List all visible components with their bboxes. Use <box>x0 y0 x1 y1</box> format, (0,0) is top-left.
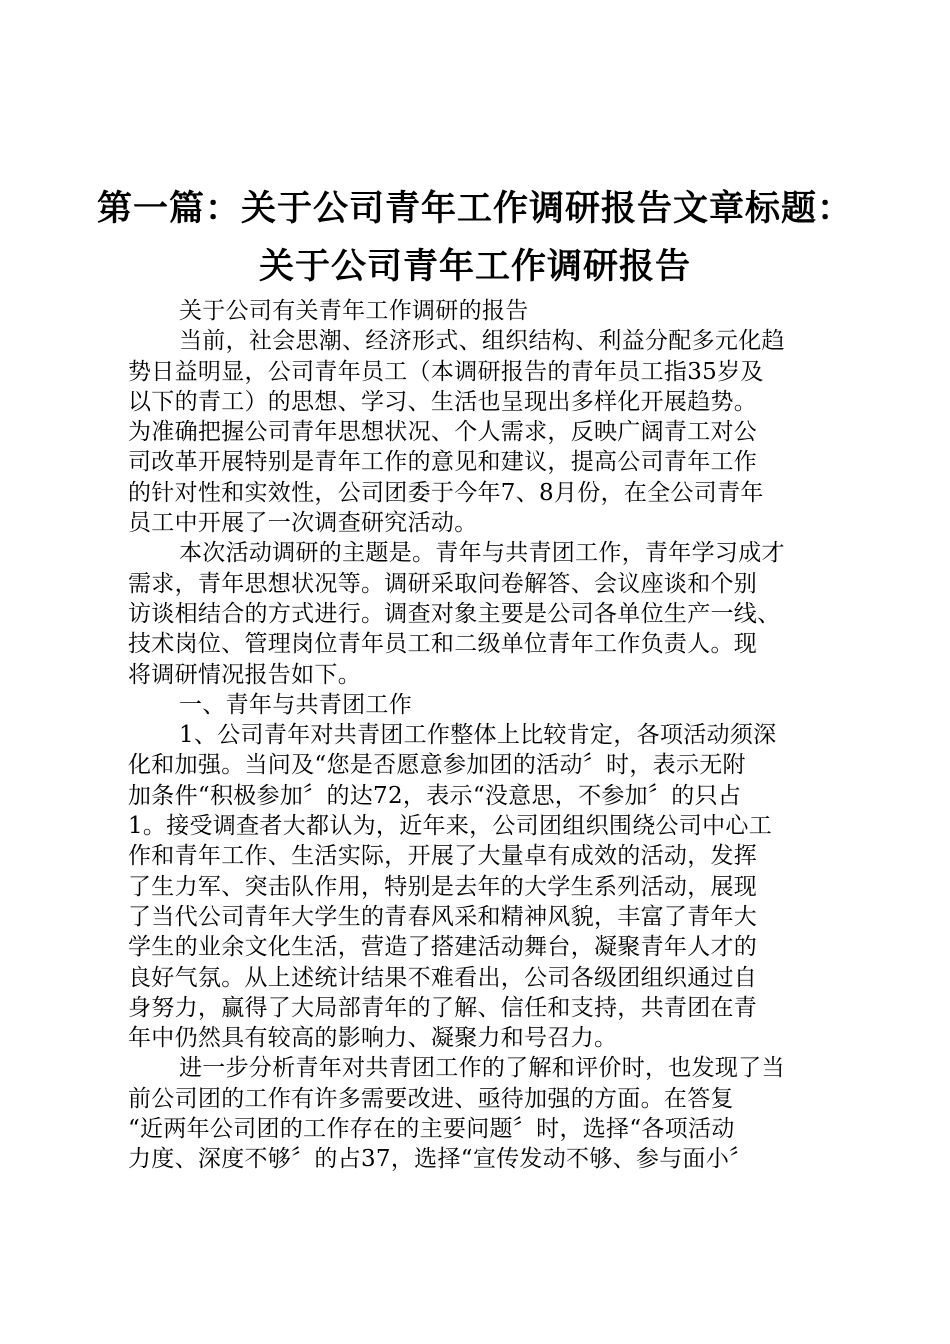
paragraph-line: 了当代公司青年大学生的青春风采和精神风貌，丰富了青年大 <box>128 903 758 930</box>
paragraph-line: 司改革开展特别是青年工作的意见和建议，提高公司青年工作 <box>128 449 758 476</box>
document-body <box>128 296 838 1175</box>
paragraph-line: 当前，社会思潮、经济形式、组织结构、利益分配多元化趋 <box>179 328 785 355</box>
paragraph-line: 力度、深度不够〞的占37，选择“宣传发动不够、参与面小〞 <box>128 1146 753 1173</box>
paragraph-line: 加条件“积极参加〞的达72，表示“没意思，不参加〞的只占 <box>128 782 742 809</box>
paragraph-line: 的针对性和实效性，公司团委于今年7、8月份，在全公司青年 <box>128 479 764 506</box>
subtitle-line: 关于公司有关青年工作调研的报告 <box>179 298 529 324</box>
paragraph-line: 学生的业余文化生活，营造了搭建活动舞台，凝聚青年人才的 <box>128 934 758 961</box>
paragraph-line: 本次活动调研的主题是。青年与共青团工作，青年学习成才 <box>179 540 785 567</box>
paragraph-line: 进一步分析青年对共青团工作的了解和评价时，也发现了当 <box>179 1055 785 1082</box>
paragraph-line: 年中仍然具有较高的影响力、凝聚力和号召力。 <box>128 1025 618 1052</box>
paragraph-line: 前公司团的工作有许多需要改进、亟待加强的方面。在答复 <box>128 1085 734 1112</box>
paragraph-line: “近两年公司团的工作存在的主要问题〞时，选择“各项活动 <box>128 1116 735 1143</box>
paragraph-line: 作和青年工作、生活实际，开展了大量卓有成效的活动，发挥 <box>128 843 758 870</box>
paragraph-line: 身努力，赢得了大局部青年的了解、信任和支持，共青团在青 <box>128 994 758 1021</box>
paragraph-line: 以下的青工）的思想、学习、生活也呈现出多样化开展趋势。 <box>128 388 758 415</box>
paragraph-line: 将调研情况报告如下。 <box>128 661 361 688</box>
document-title-line-2: 关于公司青年工作调研报告 <box>258 247 691 287</box>
paragraph-line: 势日益明显，公司青年员工（本调研报告的青年员工指35岁及 <box>128 358 764 385</box>
paragraph-line: 1、公司青年对共青团工作整体上比较肯定，各项活动须深 <box>179 722 777 749</box>
paragraph-line: 访谈相结合的方式进行。调查对象主要是公司各单位生产一线、 <box>128 600 781 627</box>
document-title-line-1: 第一篇：关于公司青年工作调研报告文章标题： <box>96 189 853 229</box>
paragraph-line: 为准确把握公司青年思想状况、个人需求，反映广阔青工对公 <box>128 419 758 446</box>
paragraph-line: 良好气氛。从上述统计结果不难看出，公司各级团组织通过自 <box>128 964 758 991</box>
paragraph-line: 化和加强。当问及“您是否愿意参加团的活动〞时，表示无附 <box>128 752 746 779</box>
section-heading: 一、青年与共青团工作 <box>179 691 412 718</box>
paragraph-line: 了生力军、突击队作用，特别是去年的大学生系列活动，展现 <box>128 873 758 900</box>
paragraph-line: 员工中开展了一次调查研究活动。 <box>128 510 478 537</box>
paragraph-line: 需求，青年思想状况等。调研采取问卷解答、会议座谈和个别 <box>128 570 758 597</box>
paragraph-line: 技术岗位、管理岗位青年员工和二级单位青年工作负责人。现 <box>128 631 758 658</box>
paragraph-line: 1。接受调查者大都认为，近年来，公司团组织围绕公司中心工 <box>128 813 773 840</box>
